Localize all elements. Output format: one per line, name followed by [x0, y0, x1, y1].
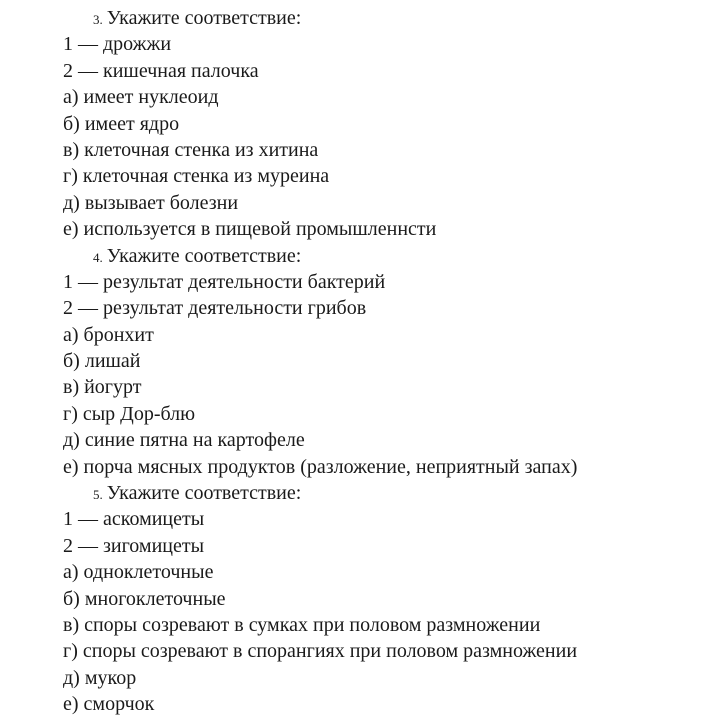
answer-item: е) сморчок: [63, 693, 155, 716]
answer-item: б) многоклеточные: [63, 587, 226, 610]
answer-item: г) споры созревают в спорангиях при половом размножении: [63, 640, 578, 663]
question-number: 5.: [93, 487, 103, 503]
question-title: Укажите соответствие:: [106, 244, 302, 267]
answer-item: 1 — дрожжи: [63, 33, 172, 56]
answer-item: в) клеточная стенка из хитина: [63, 138, 319, 161]
answer-item: 1 — аскомицеты: [63, 508, 205, 531]
document-body: [63, 5, 577, 718]
answer-item: в) йогурт: [63, 376, 142, 399]
answer-item: д) мукор: [63, 666, 137, 689]
answer-item: д) синие пятна на картофеле: [63, 429, 305, 452]
answer-item: а) имеет нуклеоид: [63, 86, 219, 109]
answer-item: 2 — кишечная палочка: [63, 59, 259, 82]
answer-item: е) порча мясных продуктов (разложение, неприятный запах): [63, 455, 578, 478]
answer-item: а) бронхит: [63, 323, 154, 346]
answer-item: в) споры созревают в сумках при половом размножении: [63, 613, 541, 636]
answer-item: д) вызывает болезни: [63, 191, 239, 214]
answer-item: 1 — результат деятельности бактерий: [63, 270, 386, 293]
answer-item: г) клеточная стенка из муреина: [63, 165, 330, 188]
question-title: Укажите соответствие:: [106, 7, 302, 29]
question-number: 4.: [93, 249, 103, 265]
question-heading: [63, 5, 577, 31]
question-heading: [63, 243, 577, 269]
answer-item: б) лишай: [63, 350, 141, 373]
answer-item: а) одноклеточные: [63, 561, 214, 584]
question-title: Укажите соответствие:: [106, 482, 302, 505]
question-number: 3.: [93, 12, 103, 27]
answer-item: 2 — зигомицеты: [63, 534, 205, 557]
question-heading: [63, 480, 577, 506]
answer-item: г) сыр Дор-блю: [63, 402, 196, 425]
answer-item: б) имеет ядро: [63, 112, 180, 135]
answer-item: 2 — результат деятельности грибов: [63, 297, 367, 320]
answer-item: е) используется в пищевой промышленнсти: [63, 218, 437, 241]
